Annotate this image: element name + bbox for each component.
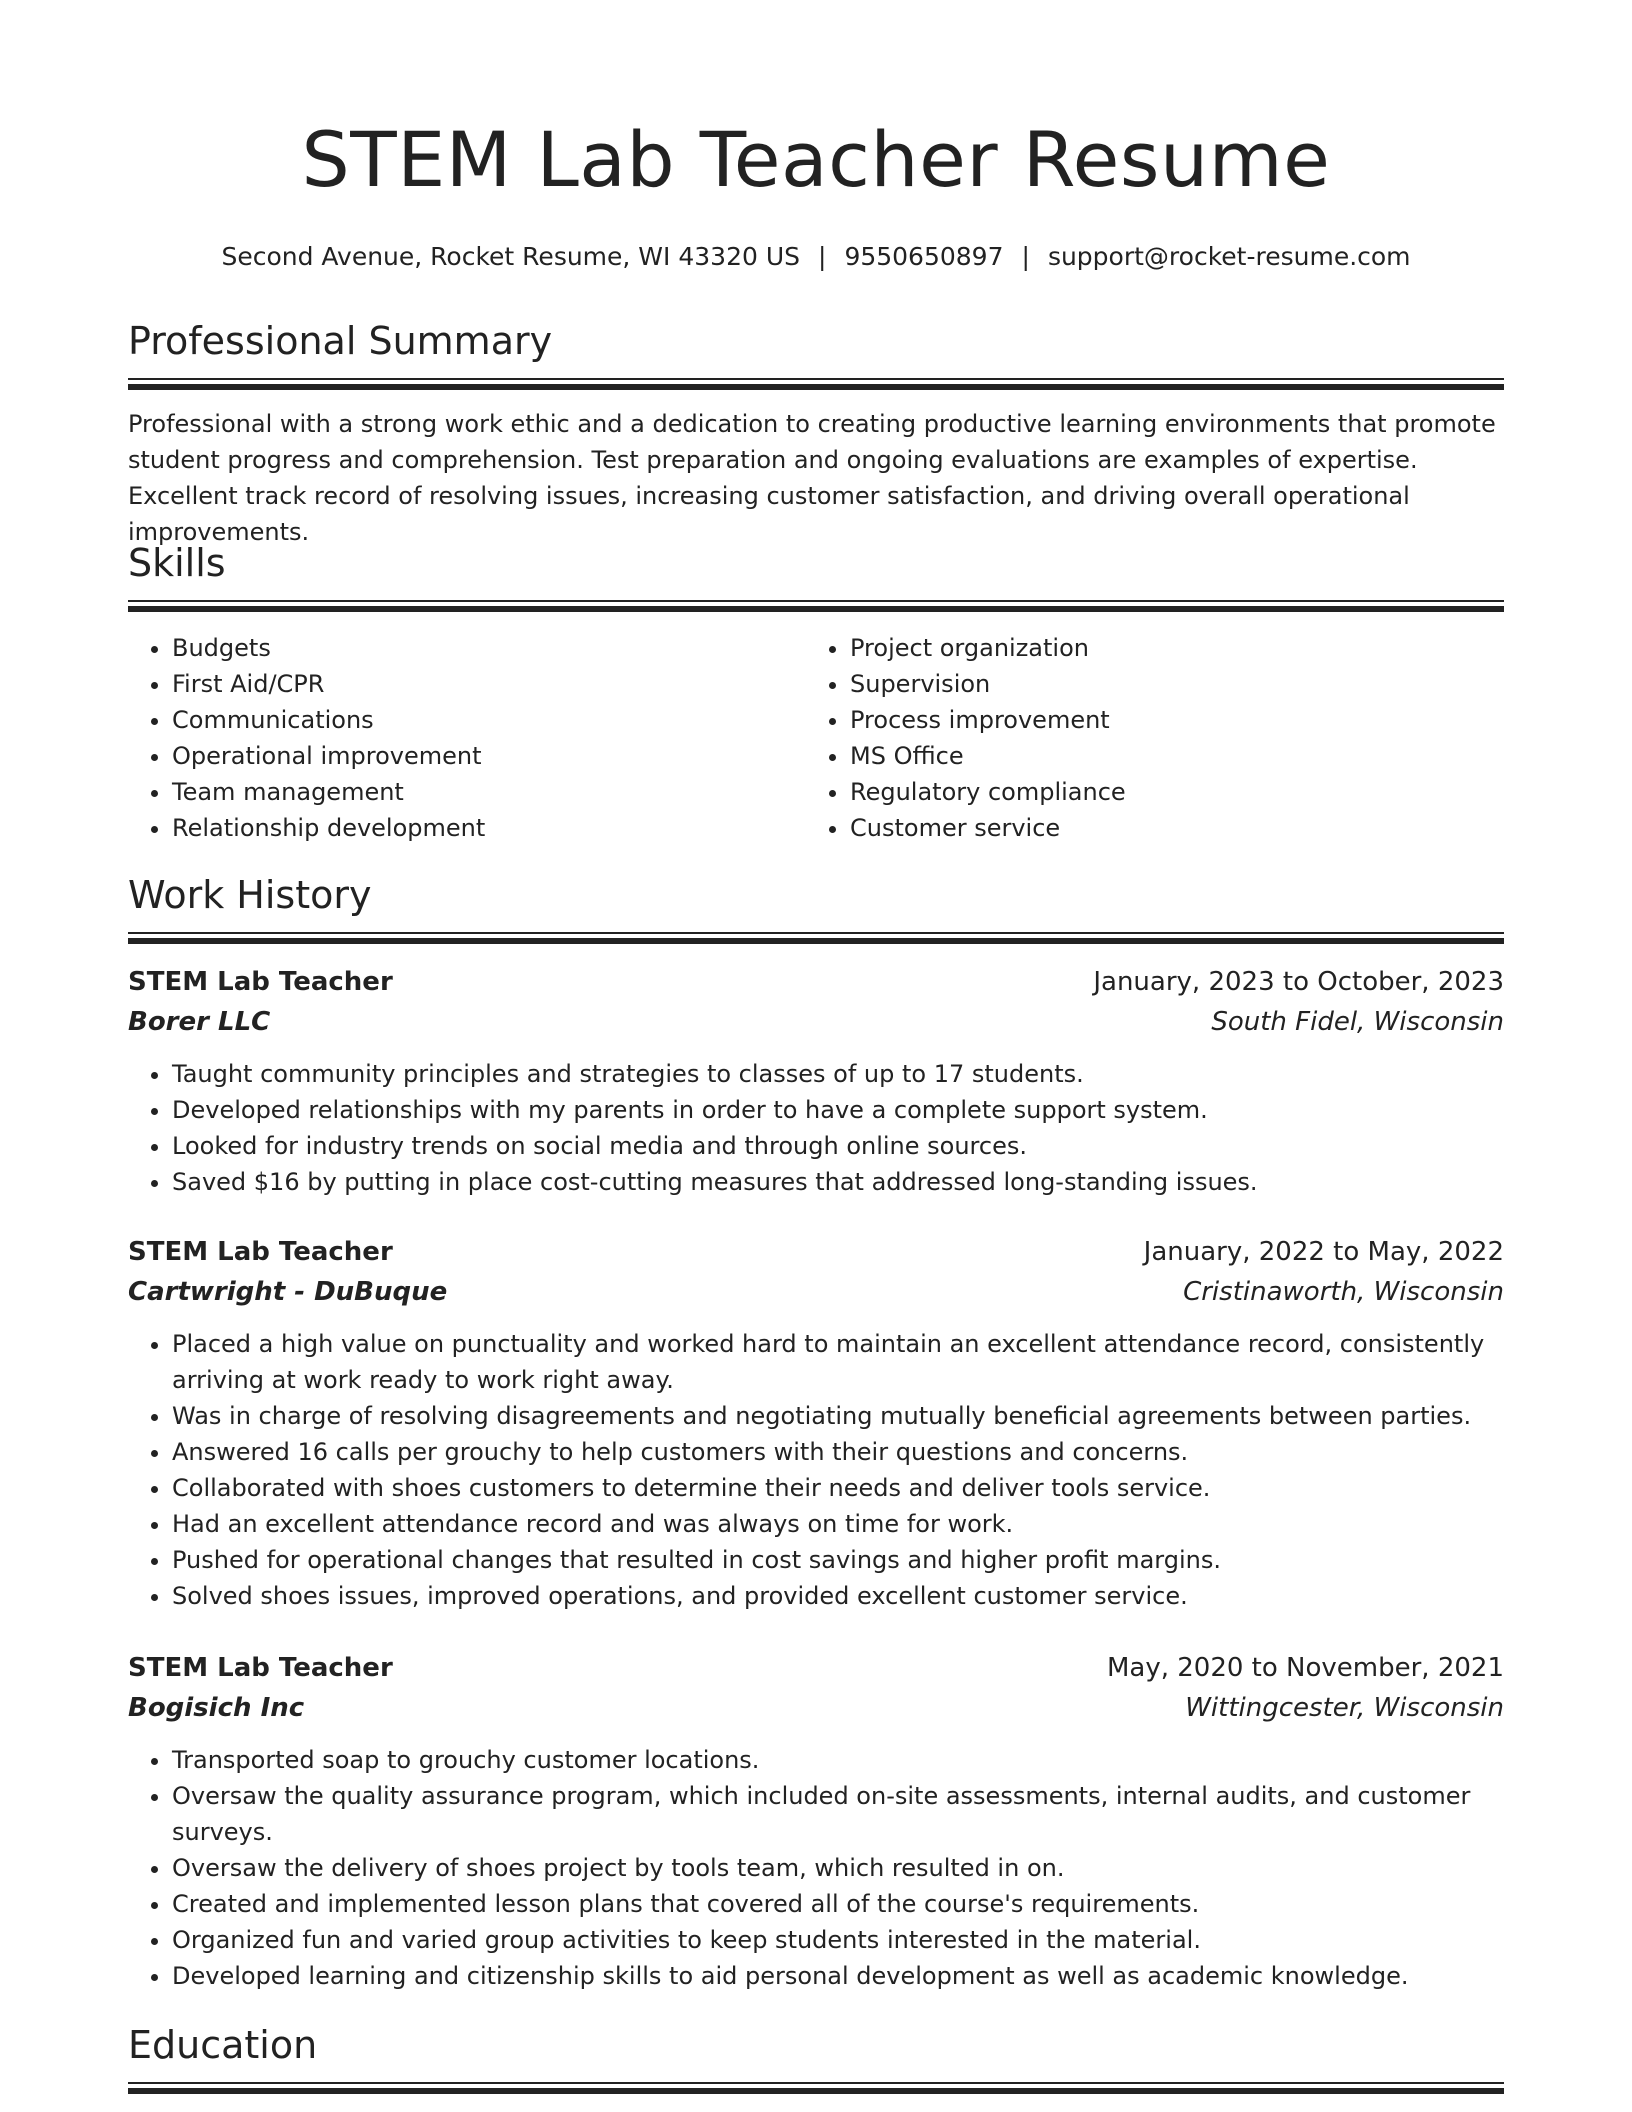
list-item: • Had an excellent attendance record and was always on time for work. (172, 1506, 1504, 1542)
contact-separator: | (818, 242, 827, 271)
job-bullets (128, 1326, 1504, 1614)
contact-separator: | (1021, 242, 1030, 271)
list-item: • Organized fun and varied group activities to keep students interested in the material. (172, 1922, 1504, 1958)
skills-heading: Skills (128, 541, 226, 585)
list-item: • Answered 16 calls per grouchy to help customers with their questions and concerns. (172, 1434, 1504, 1470)
contact-phone: 9550650897 (844, 242, 1004, 271)
list-item: • Transported soap to grouchy customer locations. (172, 1742, 1504, 1778)
skills-list (128, 630, 808, 846)
skills-column-left (128, 630, 808, 846)
list-item: • Was in charge of resolving disagreements and negotiating mutually beneficial agreements between parties. (172, 1398, 1504, 1434)
company-name: Borer LLC (128, 1007, 271, 1037)
job-title: STEM Lab Teacher (128, 1237, 393, 1267)
list-item: • Pushed for operational changes that resulted in cost savings and higher profit margins. (172, 1542, 1504, 1578)
list-item: • Solved shoes issues, improved operations, and provided excellent customer service. (172, 1578, 1504, 1614)
job-bullets (128, 1742, 1504, 1994)
list-item: • Developed relationships with my parents in order to have a complete support system. (172, 1092, 1504, 1128)
list-item: • MS Office (850, 738, 1486, 774)
list-item: • Project organization (850, 630, 1486, 666)
work-heading: Work History (128, 873, 372, 917)
section-divider (128, 600, 1504, 612)
list-item: • Relationship development (172, 810, 808, 846)
summary-text: Professional with a strong work ethic and a dedication to creating productive learning environments that promote student progress and comprehension. Test preparation and ongoing evaluations are examples of expertise. Excellent track record of resolving issues, increasing customer satisfaction, and driving overall operational improvements. (128, 410, 1496, 546)
summary-heading: Professional Summary (128, 319, 553, 363)
list-item: • Taught community principles and strategies to classes of up to 17 students. (172, 1056, 1504, 1092)
job-bullets (128, 1056, 1504, 1200)
job-location: Cristinaworth, Wisconsin (1183, 1277, 1504, 1307)
education-heading: Education (128, 2023, 318, 2067)
list-item: • Communications (172, 702, 808, 738)
job-title: STEM Lab Teacher (128, 967, 393, 997)
list-item: • Placed a high value on punctuality and worked hard to maintain an excellent attendance record, consistently arriving at work ready to work right away. (172, 1326, 1504, 1398)
section-divider (128, 378, 1504, 390)
list-item: • Supervision (850, 666, 1486, 702)
job-location: Wittingcester, Wisconsin (1185, 1693, 1504, 1723)
resume-title: STEM Lab Teacher Resume (301, 115, 1331, 204)
job-location: South Fidel, Wisconsin (1211, 1007, 1504, 1037)
company-name: Bogisich Inc (128, 1693, 305, 1723)
section-divider (128, 932, 1504, 944)
contact-email: support@rocket-resume.com (1047, 242, 1411, 271)
list-item: • Regulatory compliance (850, 774, 1486, 810)
job-dates: January, 2023 to October, 2023 (1093, 967, 1504, 997)
list-item: • Looked for industry trends on social media and through online sources. (172, 1128, 1504, 1164)
skills-column-right (806, 630, 1486, 846)
contact-address: Second Avenue, Rocket Resume, WI 43320 US (221, 242, 800, 271)
list-item: • Process improvement (850, 702, 1486, 738)
list-item: • Budgets (172, 630, 808, 666)
job-dates: January, 2022 to May, 2022 (1143, 1237, 1504, 1267)
list-item: • Operational improvement (172, 738, 808, 774)
list-item: • Created and implemented lesson plans that covered all of the course's requirements. (172, 1886, 1504, 1922)
section-divider (128, 2082, 1504, 2094)
list-item: • Oversaw the delivery of shoes project by tools team, which resulted in on. (172, 1850, 1504, 1886)
job-entry (128, 1232, 1504, 1614)
list-item: • First Aid/CPR (172, 666, 808, 702)
job-title: STEM Lab Teacher (128, 1653, 393, 1683)
list-item: • Developed learning and citizenship skills to aid personal development as well as academic knowledge. (172, 1958, 1504, 1994)
list-item: • Collaborated with shoes customers to determine their needs and deliver tools service. (172, 1470, 1504, 1506)
company-name: Cartwright - DuBuque (128, 1277, 448, 1307)
job-dates: May, 2020 to November, 2021 (1106, 1653, 1504, 1683)
job-entry (128, 962, 1504, 1200)
list-item: • Team management (172, 774, 808, 810)
skills-list (806, 630, 1486, 846)
job-entry (128, 1648, 1504, 1994)
contact-line (128, 240, 1504, 274)
list-item: • Saved $16 by putting in place cost-cutting measures that addressed long-standing issues. (172, 1164, 1504, 1200)
list-item: • Customer service (850, 810, 1486, 846)
list-item: • Oversaw the quality assurance program, which included on-site assessments, internal audits, and customer surveys. (172, 1778, 1504, 1850)
